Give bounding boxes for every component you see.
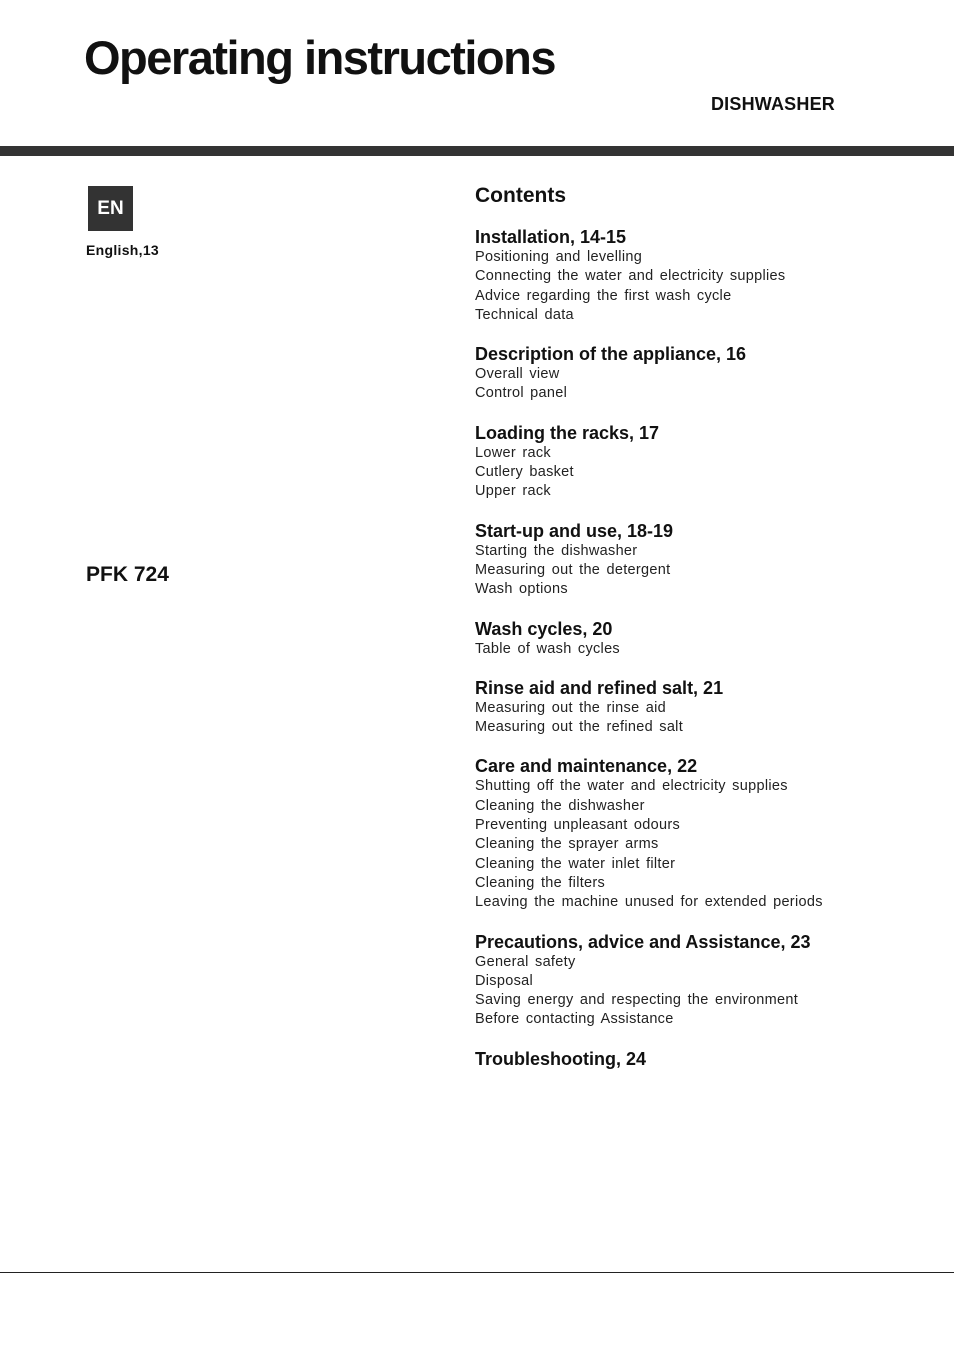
section-title: Description of the appliance, 16 [475, 344, 747, 365]
contents-section [475, 226, 945, 325]
contents-section [475, 1048, 945, 1070]
list-item: Cleaning the sprayer arms [475, 836, 659, 853]
section-items [475, 777, 945, 912]
contents-section [475, 520, 945, 600]
contents-heading: Contents [475, 184, 566, 207]
section-items [475, 444, 945, 502]
list-item: Measuring out the rinse aid [475, 699, 667, 716]
language-caption: English,13 [86, 242, 160, 258]
contents-sections [475, 226, 945, 1070]
section-title: Loading the racks, 17 [475, 422, 660, 443]
list-item: Cleaning the dishwasher [475, 797, 645, 814]
list-item: Cleaning the filters [475, 874, 606, 891]
language-badge: EN [88, 186, 133, 231]
list-item: Upper rack [475, 483, 551, 500]
section-title: Precautions, advice and Assistance, 23 [475, 931, 811, 952]
contents-section [475, 755, 945, 912]
list-item: Advice regarding the first wash cycle [475, 287, 732, 304]
contents-section [475, 931, 945, 1030]
list-item: Table of wash cycles [475, 640, 620, 657]
section-items [475, 542, 945, 600]
section-title: Wash cycles, 20 [475, 618, 613, 639]
contents-section [475, 677, 945, 738]
contents-section [475, 422, 945, 502]
list-item: Control panel [475, 385, 568, 402]
section-title: Rinse aid and refined salt, 21 [475, 677, 724, 698]
list-item: Leaving the machine unused for extended periods [475, 894, 823, 911]
model-number: PFK 724 [86, 563, 169, 586]
section-items [475, 248, 945, 325]
list-item: Measuring out the refined salt [475, 719, 684, 736]
section-items [475, 640, 945, 659]
list-item: Wash options [475, 581, 568, 598]
list-item: Connecting the water and electricity supplies [475, 268, 786, 285]
section-items [475, 365, 945, 404]
page-title: Operating instructions [84, 31, 555, 84]
section-title: Care and maintenance, 22 [475, 756, 698, 777]
contents-section [475, 618, 945, 659]
list-item: Overall view [475, 366, 560, 383]
list-item: Positioning and levelling [475, 249, 643, 265]
list-item: Technical data [475, 306, 574, 323]
list-item: Shutting off the water and electricity supplies [475, 778, 788, 795]
list-item: General safety [475, 953, 576, 970]
list-item: Measuring out the detergent [475, 561, 671, 578]
list-item: Cleaning the water inlet filter [475, 855, 676, 872]
section-items [475, 699, 945, 738]
list-item: Starting the dishwasher [475, 542, 638, 559]
list-item: Lower rack [475, 444, 551, 461]
list-item: Preventing unpleasant odours [475, 817, 681, 834]
list-item: Before contacting Assistance [475, 1011, 674, 1028]
list-item: Cutlery basket [475, 464, 574, 481]
table-of-contents [475, 182, 945, 1088]
section-title: Start-up and use, 18-19 [475, 520, 674, 541]
section-title: Troubleshooting, 24 [475, 1048, 647, 1069]
header-divider [0, 146, 954, 156]
list-item: Disposal [475, 972, 534, 989]
contents-section [475, 343, 945, 404]
section-items [475, 953, 945, 1030]
list-item: Saving energy and respecting the environment [475, 992, 799, 1009]
footer-divider [0, 1272, 954, 1273]
product-type: DISHWASHER [710, 94, 835, 114]
section-title: Installation, 14-15 [475, 227, 627, 247]
